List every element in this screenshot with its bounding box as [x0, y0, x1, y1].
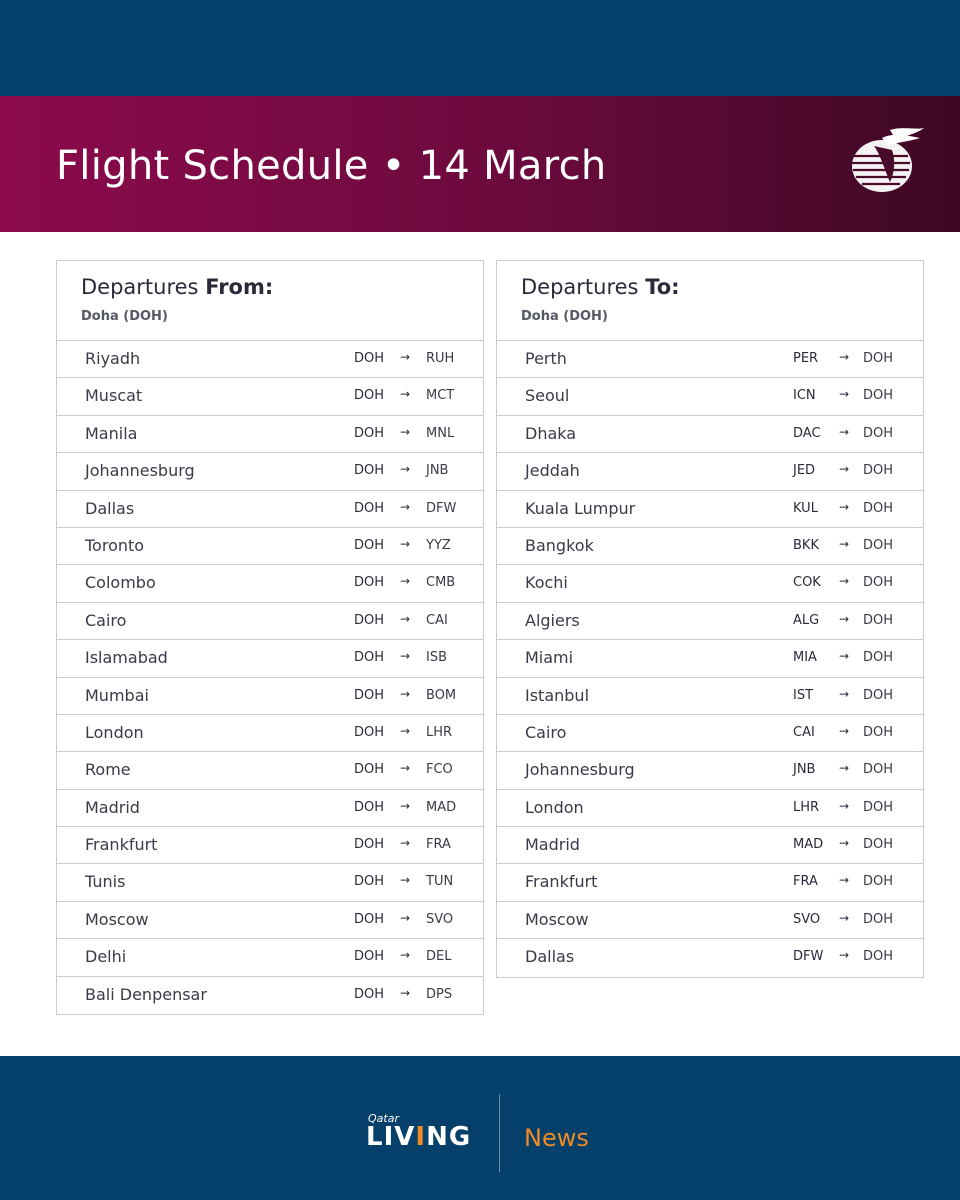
flight-row [497, 752, 923, 789]
city-name: Bangkok [525, 535, 594, 555]
arrow-right-icon: → [400, 836, 411, 851]
panel-title-bold: To: [645, 275, 680, 299]
destination-code: FRA [426, 837, 451, 853]
footer-divider [499, 1094, 500, 1172]
arrow-right-icon: → [839, 536, 850, 551]
flight-row [57, 453, 483, 490]
destination-code: DOH [863, 762, 894, 778]
origin-code: COK [793, 575, 821, 591]
origin-code: DOH [354, 762, 385, 778]
flight-list [57, 341, 483, 1014]
flight-list [497, 341, 923, 977]
arrow-right-icon: → [839, 948, 850, 963]
origin-code: DOH [354, 500, 385, 516]
panel-subtitle: Doha (DOH) [521, 309, 608, 324]
origin-code: DOH [354, 949, 385, 965]
arrow-right-icon: → [400, 798, 411, 813]
city-name: Johannesburg [525, 760, 635, 780]
flight-row [497, 453, 923, 490]
flight-row [57, 790, 483, 827]
destination-code: DFW [426, 500, 457, 516]
origin-code: CAI [793, 724, 815, 740]
flight-row [497, 603, 923, 640]
destination-code: DOH [863, 425, 894, 441]
destination-code: DOH [863, 799, 894, 815]
origin-code: ALG [793, 612, 820, 628]
city-name: Moscow [525, 909, 589, 929]
flight-row [57, 416, 483, 453]
destination-code: BOM [426, 687, 457, 703]
destination-code: DOH [863, 911, 894, 927]
flight-row [497, 678, 923, 715]
origin-code: DOH [354, 911, 385, 927]
origin-code: DOH [354, 575, 385, 591]
origin-code: DOH [354, 388, 385, 404]
destination-code: DOH [863, 650, 894, 666]
destination-code: SVO [426, 911, 454, 927]
flight-row [57, 341, 483, 378]
city-name: Miami [525, 648, 574, 668]
arrow-right-icon: → [400, 387, 411, 402]
arrow-right-icon: → [400, 873, 411, 888]
arrow-right-icon: → [400, 536, 411, 551]
destination-code: MCT [426, 388, 455, 404]
destination-code: DOH [863, 537, 894, 553]
arrow-right-icon: → [400, 761, 411, 776]
departures-to-panel [496, 260, 924, 978]
flight-row [57, 491, 483, 528]
arrow-right-icon: → [400, 350, 411, 364]
origin-code: DFW [793, 949, 824, 965]
arrow-right-icon: → [400, 649, 411, 664]
arrow-right-icon: → [400, 985, 411, 1000]
flight-row [497, 416, 923, 453]
arrow-right-icon: → [839, 462, 850, 477]
origin-code: DOH [354, 986, 385, 1002]
destination-code: RUH [426, 351, 455, 366]
arrow-right-icon: → [400, 723, 411, 738]
departures-from-panel [56, 260, 484, 1015]
flight-row [497, 640, 923, 677]
arrow-right-icon: → [400, 462, 411, 477]
origin-code: DOH [354, 874, 385, 890]
destination-code: DOH [863, 500, 894, 516]
city-name: Colombo [85, 573, 156, 593]
origin-code: JED [793, 463, 816, 479]
origin-code: DOH [354, 537, 385, 553]
arrow-right-icon: → [839, 686, 850, 701]
flight-row [57, 827, 483, 864]
flight-row [497, 341, 923, 378]
destination-code: LHR [426, 724, 453, 740]
origin-code: LHR [793, 799, 820, 815]
flight-row [57, 902, 483, 939]
arrow-right-icon: → [400, 611, 411, 626]
city-name: Cairo [85, 610, 127, 630]
destination-code: DOH [863, 949, 894, 965]
destination-code: JNB [426, 463, 449, 479]
arrow-right-icon: → [839, 761, 850, 776]
flight-row [57, 864, 483, 901]
footer [0, 1056, 960, 1200]
brand-logo-part: LIV [366, 1122, 416, 1152]
destination-code: MNL [426, 425, 455, 441]
flight-row [57, 977, 483, 1014]
origin-code: DAC [793, 425, 821, 441]
arrow-right-icon: → [839, 611, 850, 626]
destination-code: YYZ [426, 537, 451, 553]
city-name: Madrid [85, 797, 140, 817]
origin-code: DOH [354, 425, 385, 441]
arrow-right-icon: → [839, 499, 850, 514]
origin-code: DOH [354, 650, 385, 666]
flight-row [57, 752, 483, 789]
destination-code: DOH [863, 463, 894, 479]
destination-code: DOH [863, 687, 894, 703]
origin-code: SVO [793, 911, 821, 927]
arrow-right-icon: → [400, 910, 411, 925]
arrow-right-icon: → [400, 948, 411, 963]
destination-code: CAI [426, 612, 448, 628]
city-name: Kuala Lumpur [525, 498, 636, 518]
city-name: Johannesburg [85, 461, 195, 481]
arrow-right-icon: → [839, 910, 850, 925]
city-name: Rome [85, 760, 131, 780]
city-name: Tunis [85, 872, 126, 892]
arrow-right-icon: → [839, 798, 850, 813]
destination-code: DPS [426, 986, 453, 1002]
flight-row [497, 528, 923, 565]
origin-code: BKK [793, 537, 819, 553]
arrow-right-icon: → [839, 873, 850, 888]
panel-title [521, 275, 923, 299]
destination-code: DEL [426, 949, 452, 965]
panel-title [81, 275, 483, 299]
origin-code: DOH [354, 351, 385, 366]
city-name: Perth [525, 349, 567, 368]
flight-row [57, 378, 483, 415]
oryx-logo-icon [846, 124, 926, 196]
city-name: Seoul [525, 386, 570, 406]
destination-code: DOH [863, 612, 894, 628]
arrow-right-icon: → [400, 499, 411, 514]
destination-code: DOH [863, 351, 894, 366]
flight-row [497, 864, 923, 901]
panel-subtitle: Doha (DOH) [81, 309, 168, 324]
city-name: Madrid [525, 835, 580, 855]
origin-code: ICN [793, 388, 816, 404]
flight-row [497, 565, 923, 602]
destination-code: DOH [863, 575, 894, 591]
origin-code: DOH [354, 612, 385, 628]
flight-row [497, 491, 923, 528]
destination-code: ISB [426, 650, 448, 666]
city-name: Dallas [525, 947, 575, 967]
origin-code: JNB [793, 762, 816, 778]
flight-row [57, 565, 483, 602]
destination-code: MAD [426, 799, 457, 815]
flight-row [57, 939, 483, 976]
city-name: Frankfurt [525, 872, 598, 892]
origin-code: KUL [793, 500, 818, 516]
destination-code: FCO [426, 762, 453, 778]
city-name: Manila [85, 423, 138, 443]
arrow-right-icon: → [839, 424, 850, 439]
flight-row [57, 528, 483, 565]
arrow-right-icon: → [839, 574, 850, 589]
flight-row [57, 715, 483, 752]
city-name: Bali Denpensar [85, 984, 207, 1004]
news-label: News [524, 1124, 589, 1152]
origin-code: DOH [354, 687, 385, 703]
arrow-right-icon: → [400, 686, 411, 701]
origin-code: DOH [354, 799, 385, 815]
origin-code: MAD [793, 837, 824, 853]
panel-title-bold: From: [205, 275, 274, 299]
origin-code: DOH [354, 463, 385, 479]
panel-header [57, 261, 483, 341]
origin-code: PER [793, 351, 819, 366]
destination-code: DOH [863, 724, 894, 740]
arrow-right-icon: → [400, 424, 411, 439]
brand-logo [366, 1122, 471, 1152]
brand-small-text: Qatar [368, 1112, 399, 1125]
top-band [0, 0, 960, 96]
destination-code: DOH [863, 837, 894, 853]
flight-row [497, 939, 923, 976]
city-name: Dhaka [525, 423, 577, 443]
flight-row [57, 603, 483, 640]
arrow-right-icon: → [839, 387, 850, 402]
brand-logo-part: NG [426, 1122, 472, 1152]
arrow-right-icon: → [400, 574, 411, 589]
flight-row [497, 790, 923, 827]
city-name: Muscat [85, 386, 143, 406]
destination-code: TUN [426, 874, 454, 890]
city-name: Delhi [85, 947, 127, 967]
panel-header [497, 261, 923, 341]
city-name: Moscow [85, 909, 149, 929]
city-name: Frankfurt [85, 835, 158, 855]
city-name: Kochi [525, 573, 568, 593]
flight-row [57, 678, 483, 715]
page-title: Flight Schedule • 14 March [56, 143, 607, 189]
origin-code: FRA [793, 874, 818, 890]
destination-code: CMB [426, 575, 456, 591]
city-name: Jeddah [525, 461, 580, 481]
flight-row [497, 378, 923, 415]
city-name: Algiers [525, 610, 580, 630]
city-name: Istanbul [525, 685, 590, 705]
flight-row [57, 640, 483, 677]
flight-row [497, 715, 923, 752]
destination-code: DOH [863, 874, 894, 890]
city-name: Dallas [85, 498, 135, 518]
origin-code: DOH [354, 724, 385, 740]
city-name: Toronto [85, 535, 145, 555]
brand-logo-accent: I [415, 1122, 427, 1152]
city-name: London [525, 797, 584, 817]
panel-title-prefix: Departures [81, 275, 199, 299]
origin-code: MIA [793, 650, 817, 666]
flight-row [497, 827, 923, 864]
origin-code: IST [793, 687, 814, 703]
arrow-right-icon: → [839, 836, 850, 851]
city-name: Cairo [525, 722, 567, 742]
arrow-right-icon: → [839, 350, 850, 364]
origin-code: DOH [354, 837, 385, 853]
city-name: Riyadh [85, 349, 141, 368]
city-name: Mumbai [85, 685, 149, 705]
city-name: Islamabad [85, 648, 168, 668]
arrow-right-icon: → [839, 649, 850, 664]
city-name: London [85, 722, 144, 742]
destination-code: DOH [863, 388, 894, 404]
flight-row [497, 902, 923, 939]
panel-title-prefix: Departures [521, 275, 639, 299]
arrow-right-icon: → [839, 723, 850, 738]
